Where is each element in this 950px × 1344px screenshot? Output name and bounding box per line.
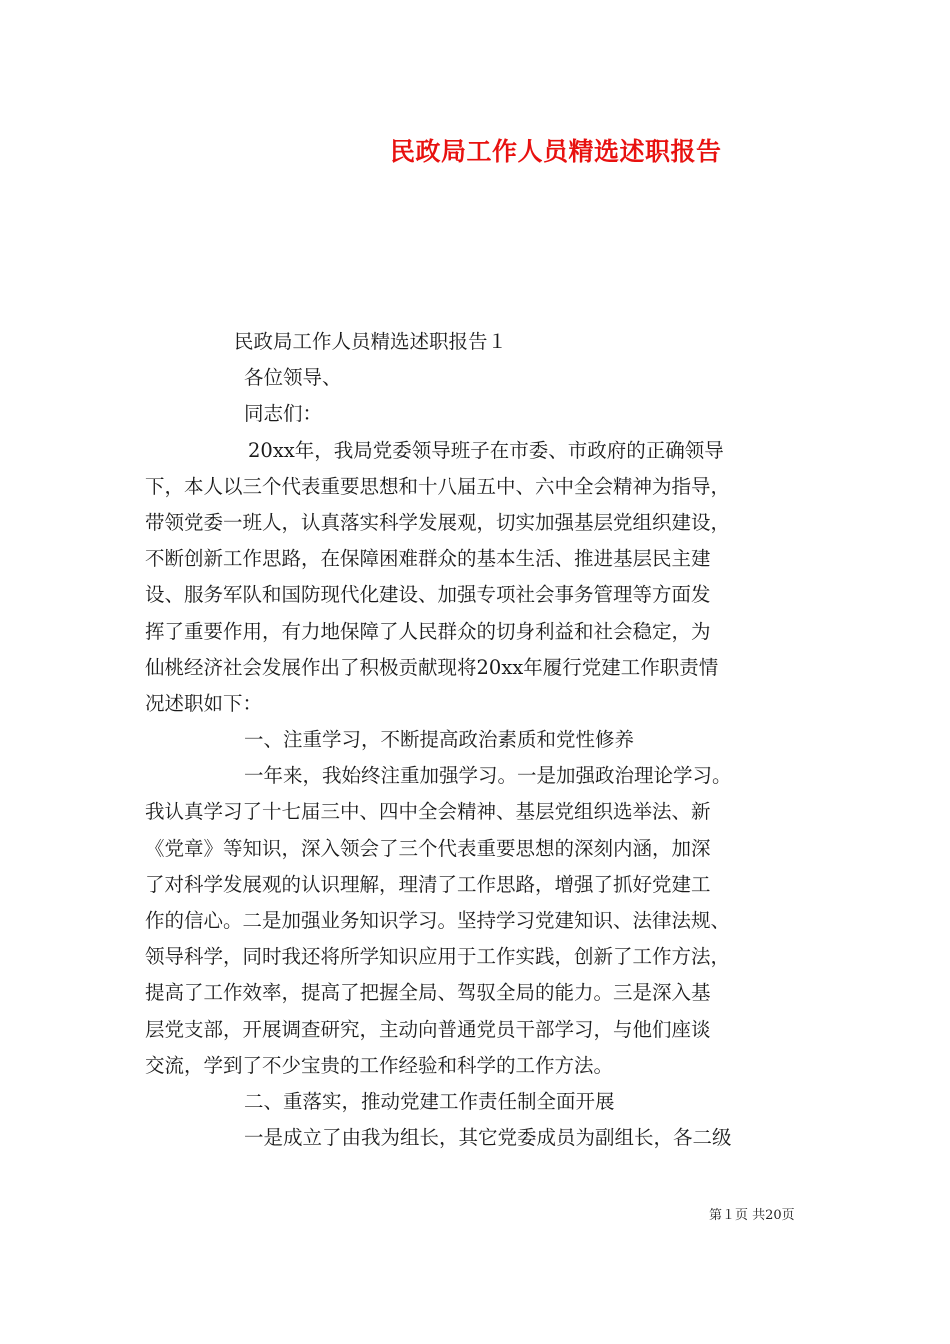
paragraph-line: 提高了工作效率，提高了把握全局、驾驭全局的能力。三是深入基	[145, 981, 711, 1005]
report-subtitle: 民政局工作人员精选述职报告１	[234, 330, 508, 353]
paragraph-line: 不断创新工作思路，在保障困难群众的基本生活、推进基层民主建	[145, 547, 711, 571]
paragraph-line: 设、服务军队和国防现代化建设、加强专项社会事务管理等方面发	[145, 583, 711, 607]
paragraph-line: 领导科学，同时我还将所学知识应用于工作实践，创新了工作方法，	[145, 945, 731, 969]
paragraph-line: 层党支部，开展调查研究，主动向普通党员干部学习，与他们座谈	[145, 1017, 711, 1041]
page-number: 第１页 共20页	[709, 1208, 795, 1223]
paragraph-line: 《党章》等知识，深入领会了三个代表重要思想的深刻内涵，加深	[145, 836, 711, 860]
section-heading: 二、重落实，推动党建工作责任制全面开展	[244, 1089, 615, 1113]
paragraph-line: 交流，学到了不少宝贵的工作经验和科学的工作方法。	[145, 1053, 614, 1077]
document-title: 民政局工作人员精选述职报告	[390, 137, 722, 166]
paragraph-line: 仙桃经济社会发展作出了积极贡献现将20xx年履行党建工作职责情	[145, 655, 719, 679]
paragraph-line: 我认真学习了十七届三中、四中全会精神、基层党组织选举法、新	[145, 800, 711, 824]
paragraph-line: 带领党委一班人，认真落实科学发展观，切实加强基层党组织建设，	[145, 510, 731, 534]
paragraph-line: 作的信心。二是加强业务知识学习。坚持学习党建知识、法律法规、	[145, 909, 731, 932]
section-heading: 一、注重学习，不断提高政治素质和党性修养	[244, 728, 635, 752]
paragraph-line: 一是成立了由我为组长，其它党委成员为副组长，各二级	[244, 1126, 732, 1150]
paragraph-line: 一年来，我始终注重加强学习。一是加强政治理论学习。	[244, 764, 732, 788]
paragraph-line: 挥了重要作用，有力地保障了人民群众的切身利益和社会稳定，为	[145, 619, 711, 643]
paragraph-line: 20xx年，我局党委领导班子在市委、市政府的正确领导	[248, 438, 724, 462]
salutation-line: 同志们：	[244, 402, 323, 426]
paragraph-line: 况述职如下：	[145, 691, 263, 715]
paragraph-line: 下，本人以三个代表重要思想和十八届五中、六中全会精神为指导，	[145, 474, 731, 498]
document-body	[145, 324, 810, 1156]
salutation-line: 各位领导、	[244, 366, 342, 390]
paragraph-line: 了对科学发展观的认识理解，理清了工作思路，增强了抓好党建工	[145, 872, 711, 896]
